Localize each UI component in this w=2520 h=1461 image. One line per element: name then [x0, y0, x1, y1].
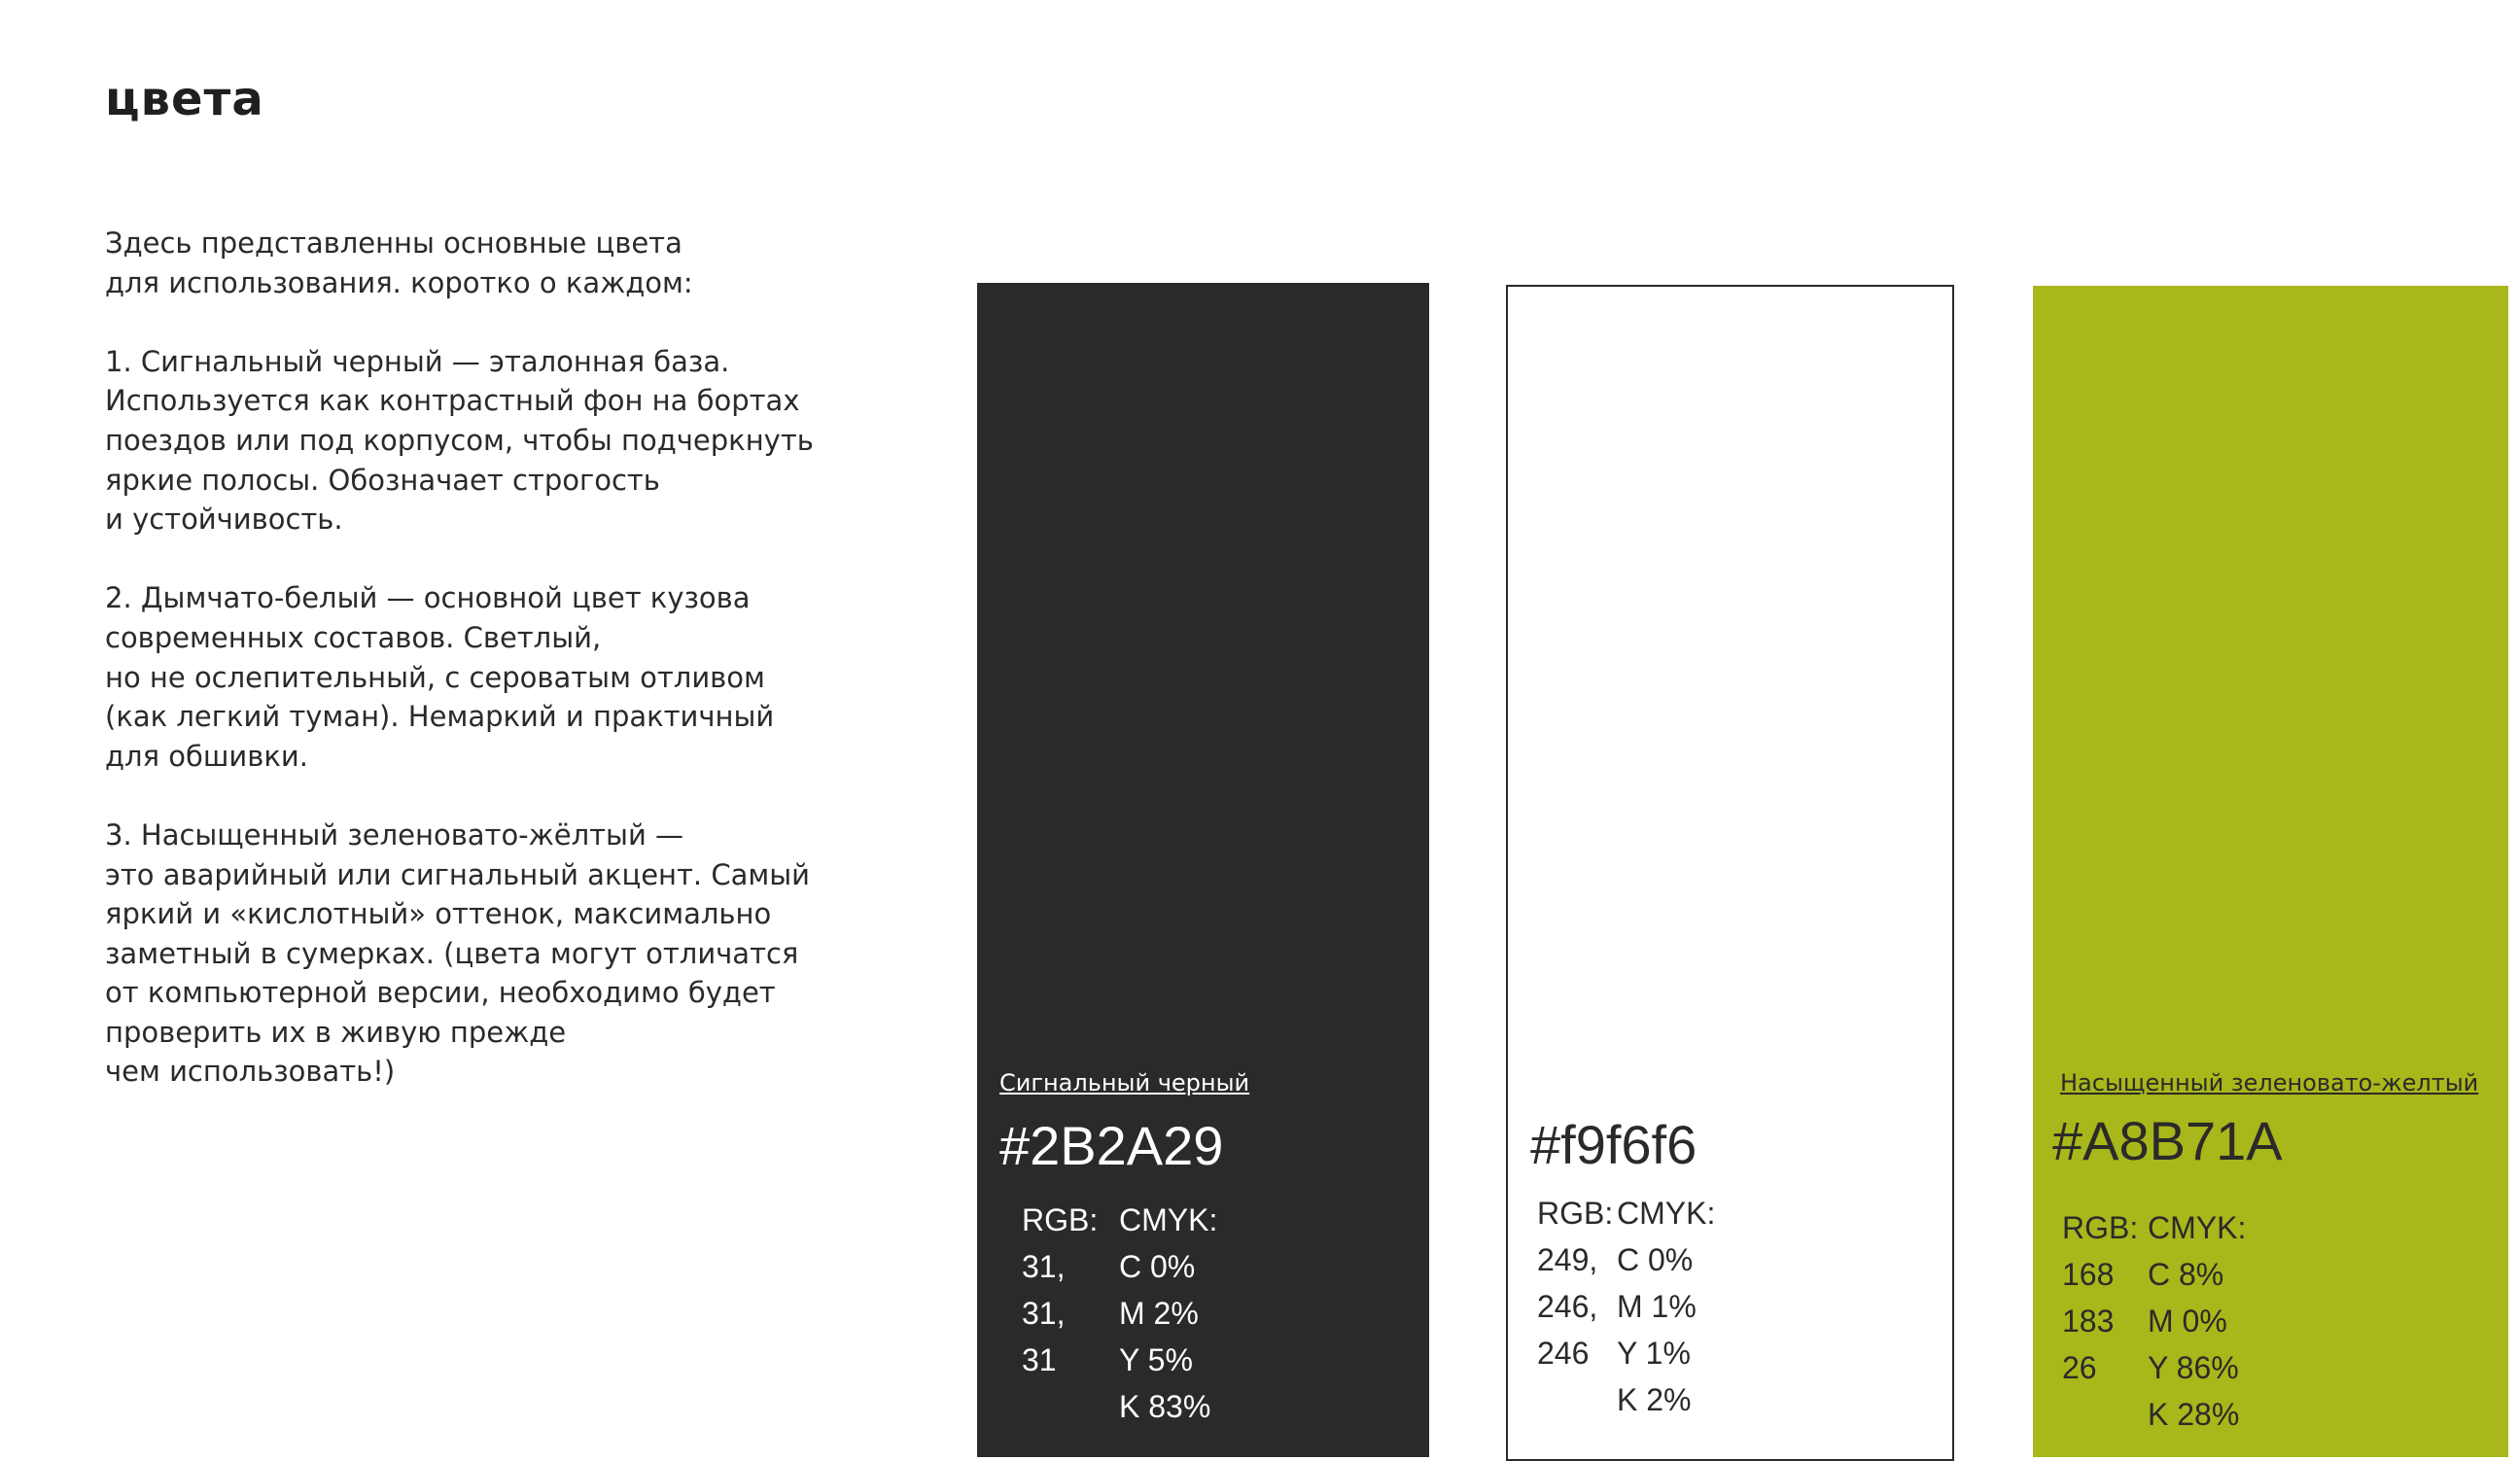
- color-description: Здесь представленны основные цвета для использования. коротко о каждом: 1. Сигнальный черный — эталонная база. Используется как контрастный фон на бортах поездов или под корпусом, чтобы подчеркнуть яркие полосы. Обозначает строгость и устойчивость. 2. Дымчато-белый — основной цвет кузова современных составов. Светлый, но не ослепительный, с сероватым отливом (как легкий туман). Немаркий и практичный для обшивки. 3. Насыщенный зеленовато-жёлтый — это аварийный или сигнальный акцент. Самый яркий и «кислотный» оттенок, максимально заметный в сумерках. (цвета могут отличатся от компьютерной версии, необходимо будет проверить их в живую прежде чем использовать!): [105, 226, 814, 1089]
- cmyk-y: Y 1%: [1617, 1336, 1691, 1371]
- cmyk-c: C 0%: [1119, 1249, 1196, 1284]
- swatch-name: Сигнальный черный: [999, 1069, 1250, 1096]
- rgb-r: 168: [2062, 1257, 2115, 1292]
- swatch-hex: #f9f6f6: [1530, 1114, 1698, 1175]
- page-title: цвета: [105, 72, 264, 126]
- cmyk-k: K 28%: [2148, 1397, 2240, 1432]
- rgb-g: 31,: [1022, 1296, 1066, 1331]
- rgb-column: [2062, 1204, 2138, 1391]
- cmyk-k: K 2%: [1617, 1382, 1692, 1417]
- cmyk-k: K 83%: [1119, 1389, 1211, 1424]
- cmyk-y: Y 5%: [1119, 1342, 1193, 1377]
- swatch-hex: #2B2A29: [999, 1115, 1224, 1176]
- cmyk-c: C 0%: [1617, 1242, 1694, 1277]
- cmyk-label: CMYK:: [1617, 1196, 1716, 1231]
- rgb-r: 249,: [1537, 1242, 1598, 1277]
- cmyk-label: CMYK:: [1119, 1202, 1218, 1237]
- rgb-label: RGB:: [2062, 1210, 2139, 1245]
- swatch-smoky-white: [1506, 285, 1954, 1461]
- rgb-b: 246: [1537, 1336, 1590, 1371]
- cmyk-c: C 8%: [2148, 1257, 2224, 1292]
- cmyk-column: [1119, 1197, 1217, 1430]
- cmyk-m: M 0%: [2148, 1304, 2227, 1339]
- rgb-column: [1022, 1197, 1098, 1383]
- cmyk-label: CMYK:: [2148, 1210, 2247, 1245]
- cmyk-m: M 1%: [1617, 1289, 1697, 1324]
- rgb-column: [1537, 1190, 1613, 1376]
- rgb-b: 31: [1022, 1342, 1057, 1377]
- cmyk-column: [2148, 1204, 2246, 1438]
- cmyk-column: [1617, 1190, 1715, 1423]
- rgb-label: RGB:: [1022, 1202, 1099, 1237]
- rgb-g: 246,: [1537, 1289, 1598, 1324]
- rgb-g: 183: [2062, 1304, 2115, 1339]
- rgb-r: 31,: [1022, 1249, 1066, 1284]
- cmyk-m: M 2%: [1119, 1296, 1199, 1331]
- swatch-name: Насыщенный зеленовато-желтый: [2060, 1069, 2479, 1096]
- swatch-signal-black: [977, 283, 1429, 1457]
- swatch-green-yellow: [2033, 286, 2508, 1457]
- rgb-label: RGB:: [1537, 1196, 1614, 1231]
- rgb-b: 26: [2062, 1350, 2097, 1385]
- swatch-hex: #A8B71A: [2052, 1110, 2283, 1171]
- cmyk-y: Y 86%: [2148, 1350, 2239, 1385]
